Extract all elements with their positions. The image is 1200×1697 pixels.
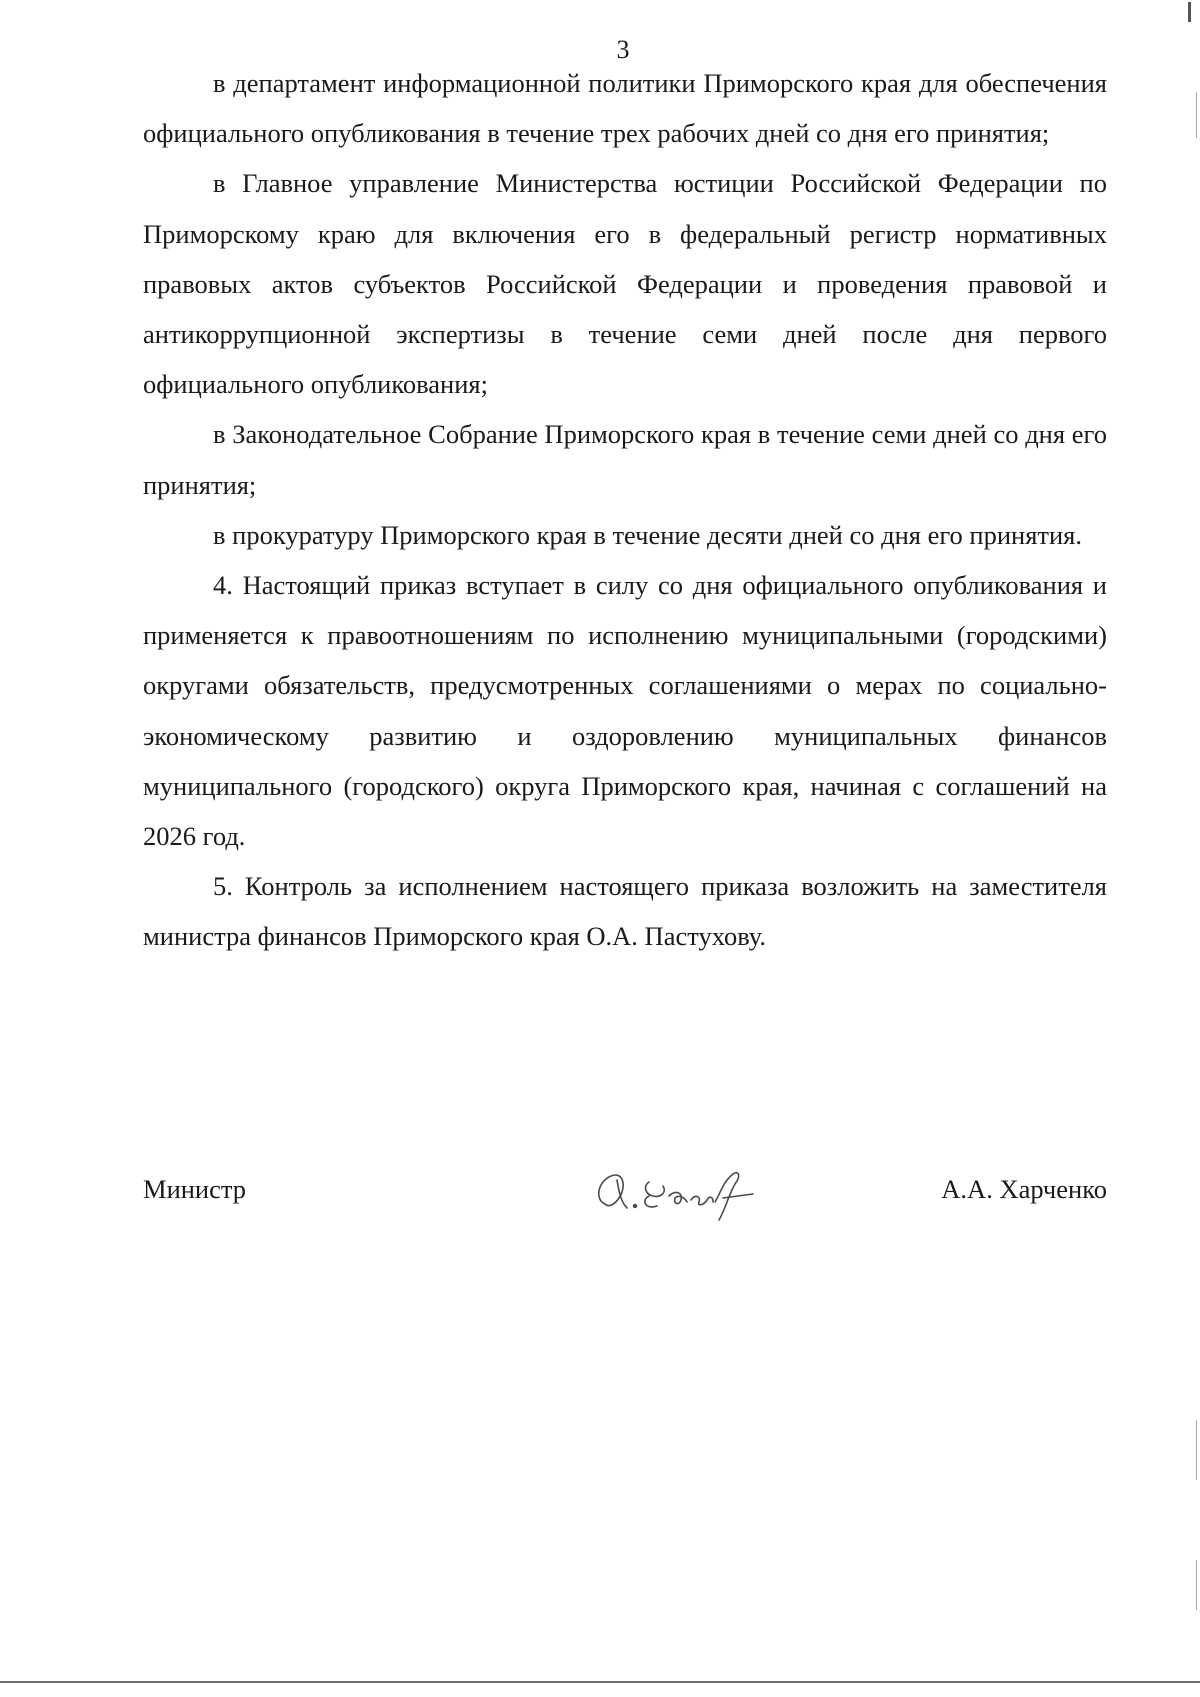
paragraph-item-5: 5. Контроль за исполнением настоящего приказа возложить на заместителя министра финансов Приморского края О.А. Пастухову. xyxy=(143,871,1107,952)
scan-edge-mark xyxy=(1188,2,1191,22)
scan-edge-mark xyxy=(1196,1560,1197,1610)
paragraph-prosecutor: в прокуратуру Приморского края в течение десяти дней со дня его принятия. xyxy=(213,519,1082,550)
paragraph-legislative-assembly: в Законодательное Собрание Приморского края в течение семи дней со дня его принятия; xyxy=(143,419,1107,500)
document-body xyxy=(143,58,1107,962)
signatory-name: А.А. Харченко xyxy=(941,1174,1107,1204)
scan-bottom-edge xyxy=(0,1681,1200,1683)
paragraph-info-policy: в департамент информационной политики Приморского края для обеспечения официального опубликования в течение трех рабочих дней со дня его принятия; xyxy=(143,68,1107,149)
paragraph-ministry-justice: в Главное управление Министерства юстиции Российской Федерации по Приморскому краю для включения его в федеральный регистр нормативных правовых актов субъектов Российской Федерации и проведения правовой и антикоррупционной экспертизы в течение семи дней после дня первого официального опубликования; xyxy=(143,168,1107,400)
signatory-title: Министр xyxy=(143,1174,247,1204)
page-number: 3 xyxy=(616,35,630,64)
signature-block xyxy=(143,1162,1107,1242)
paragraph-item-4: 4. Настоящий приказ вступает в силу со дня официального опубликования и применяется к правоотношениям по исполнению муниципальными (городскими) округами обязательств, предусмотренных соглашениями о мерах по социально-экономическому развитию и оздоровлению муниципальных финансов муниципального (городского) округа Приморского края, начиная с соглашений на 2026 год. xyxy=(143,570,1107,852)
scan-edge-mark xyxy=(1196,1420,1197,1480)
handwritten-signature xyxy=(583,1152,783,1232)
scan-edge-mark xyxy=(1196,92,1197,138)
